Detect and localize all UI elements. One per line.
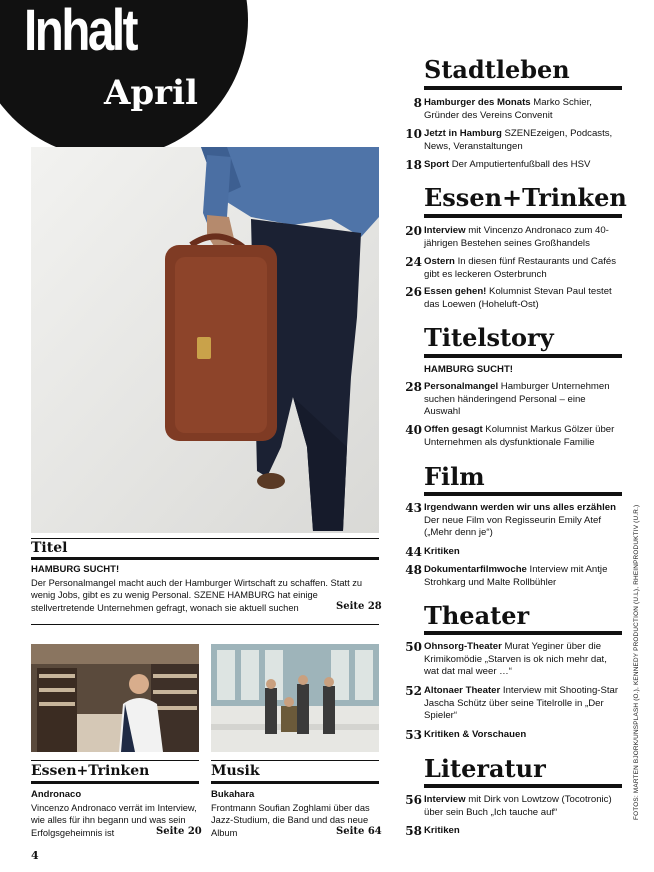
divider <box>424 492 622 496</box>
toc-page-number: 8 <box>413 96 422 110</box>
titel-page-link[interactable]: Seite 28 <box>336 601 382 612</box>
titel-text: Der Personalmangel macht auch der Hamburger Wirtschaft zu schaffen. Statt zu wenig Jobs, gibt es zu wenig Personal. SZENE HAMBURG hat einige stellvertretende Unternehmen gefragt, wonach sie aktuell suchen <box>31 578 363 613</box>
issue-month: April <box>104 73 198 113</box>
toc-entry-title: Interview <box>424 794 466 805</box>
toc-page-number: 20 <box>405 224 422 238</box>
divider <box>31 538 379 539</box>
toc-entry-text: In diesen fünf Restaurants und Cafés gibt es leckeren Osterbrunch <box>424 256 616 280</box>
titel-headline: HAMBURG SUCHT! <box>31 564 120 575</box>
toc-entry-text: Interview mit Shooting-Star Jascha Schütz über seine Titelrolle in „Der Spieler“ <box>424 685 619 722</box>
shop-interior-illustration <box>31 644 199 752</box>
toc-entry-text: Interview mit Antje Strohkarg und Malte Rollbühler <box>424 564 608 588</box>
toc-entry-title: Irgendwann werden wir uns alles erzählen <box>424 502 616 513</box>
toc-entry-text: Der neue Film von Regisseurin Emily Atef („Mehr denn je“) <box>424 514 602 539</box>
divider <box>424 214 622 218</box>
toc-entry-title: Sport <box>424 159 450 170</box>
divider <box>424 784 622 788</box>
musik-teaser-text: Frontmann Soufian Zoghlami über das Jazz-Studium, die Band und das neue Album <box>211 803 370 838</box>
toc-entry-text: Marko Schier, Gründer des Vereins Convenit <box>424 97 592 121</box>
toc-entry-title: Altonaer Theater <box>424 685 501 696</box>
toc-page-number: 44 <box>405 545 422 559</box>
titelstory-kicker: HAMBURG SUCHT! <box>424 364 513 375</box>
divider <box>424 86 622 90</box>
divider <box>424 354 622 358</box>
toc-section-stadtleben: Stadtleben <box>424 55 570 84</box>
toc-entry-title: Jetzt in Hamburg <box>424 128 502 139</box>
page-number: 4 <box>31 849 39 862</box>
toc-page-number: 28 <box>405 380 422 394</box>
toc-page-number: 40 <box>405 423 422 437</box>
toc-entry-text: Kolumnist Markus Gölzer über Unternehmen als dysfunktionale Familie <box>424 424 615 448</box>
toc-entry-title: Kritiken <box>424 825 460 836</box>
essen-teaser-heading: Essen+Trinken <box>31 763 150 779</box>
toc-entry-text: Murat Yeginer über die Krimikomödie „Starven is ok nich mehr dat, wat dat mal weer …“ <box>424 641 607 678</box>
toc-entry-title: Offen gesagt <box>424 424 483 435</box>
toc-page-number: 18 <box>405 158 422 172</box>
divider <box>31 781 199 784</box>
toc-entry-title: Hamburger des Monats <box>424 97 531 108</box>
toc-entry-title: Personalmangel <box>424 381 499 392</box>
toc-page-number: 52 <box>405 684 422 698</box>
toc-page-number: 58 <box>405 824 422 838</box>
musik-teaser-heading: Musik <box>211 763 260 779</box>
toc-entry-text: mit Dirk von Lowtzow (Tocotronic) über sein Buch „Ich tauche auf“ <box>424 794 612 818</box>
toc-entry-text: Hamburger Unternehmen suchen händeringend Personal – eine Auswahl <box>424 381 610 418</box>
essen-teaser-text: Vincenzo Andronaco verrät im Interview, wie alles für ihn begann und was sein Erfolgsgeheimnis ist <box>31 803 197 838</box>
toc-entry-text: Der Amputiertenfußball des HSV <box>449 159 591 170</box>
musik-teaser-page-link[interactable]: Seite 64 <box>336 826 382 837</box>
toc-page-number: 10 <box>405 127 422 141</box>
toc-entry-title: Dokumentarfilmwoche <box>424 564 527 575</box>
toc-entry-text: SZENEzeigen, Podcasts, News, Veranstaltungen <box>424 128 613 152</box>
divider <box>31 624 379 625</box>
toc-section-literatur: Literatur <box>424 754 546 783</box>
divider <box>211 781 379 784</box>
toc-section-titelstory: Titelstory <box>424 323 554 352</box>
toc-page-number: 56 <box>405 793 422 807</box>
toc-page-number: 24 <box>405 255 422 269</box>
toc-entry-title: Ostern <box>424 256 455 267</box>
divider <box>424 631 622 635</box>
cover-story-photo <box>31 147 379 533</box>
divider <box>31 760 199 761</box>
andronaco-photo <box>31 644 199 752</box>
divider <box>31 557 379 560</box>
toc-section-essen: Essen+Trinken <box>424 183 627 212</box>
toc-entry-title: Kritiken & Vorschauen <box>424 729 527 740</box>
toc-entry-title: Kritiken <box>424 546 460 557</box>
page-title: Inhalt <box>24 0 137 63</box>
toc-entry-text: mit Vincenzo Andronaco zum 40-jährigen Bestehen seines Großhandels <box>424 225 609 249</box>
essen-teaser-page-link[interactable]: Seite 20 <box>156 826 202 837</box>
toc-entry-text: Kolumnist Stevan Paul testet das Loewen (Hoheluft-Ost) <box>424 286 612 310</box>
photo-credit: FOTOS: MARTEN BJORK/UNSPLASH (O.), KENNEDY PRODUCTION (U.L), RHEINPRODUKTIV (U.R.) <box>633 504 640 820</box>
toc-page-number: 48 <box>405 563 422 577</box>
toc-page-number: 53 <box>405 728 422 742</box>
toc-entry-title: Interview <box>424 225 466 236</box>
man-with-briefcase-illustration <box>31 147 379 533</box>
toc-page-number: 50 <box>405 640 422 654</box>
toc-page-number: 26 <box>405 285 422 299</box>
bukahara-photo <box>211 644 379 752</box>
musik-teaser-headline: Bukahara <box>211 789 255 800</box>
band-illustration <box>211 644 379 752</box>
toc-entry-title: Essen gehen! <box>424 286 487 297</box>
toc-entry-title: Ohnsorg-Theater <box>424 641 502 652</box>
essen-teaser-headline: Andronaco <box>31 789 82 800</box>
titel-section-heading: Titel <box>31 540 68 556</box>
toc-section-film: Film <box>424 462 485 491</box>
toc-page-number: 43 <box>405 501 422 515</box>
toc-section-theater: Theater <box>424 601 530 630</box>
divider <box>211 760 379 761</box>
